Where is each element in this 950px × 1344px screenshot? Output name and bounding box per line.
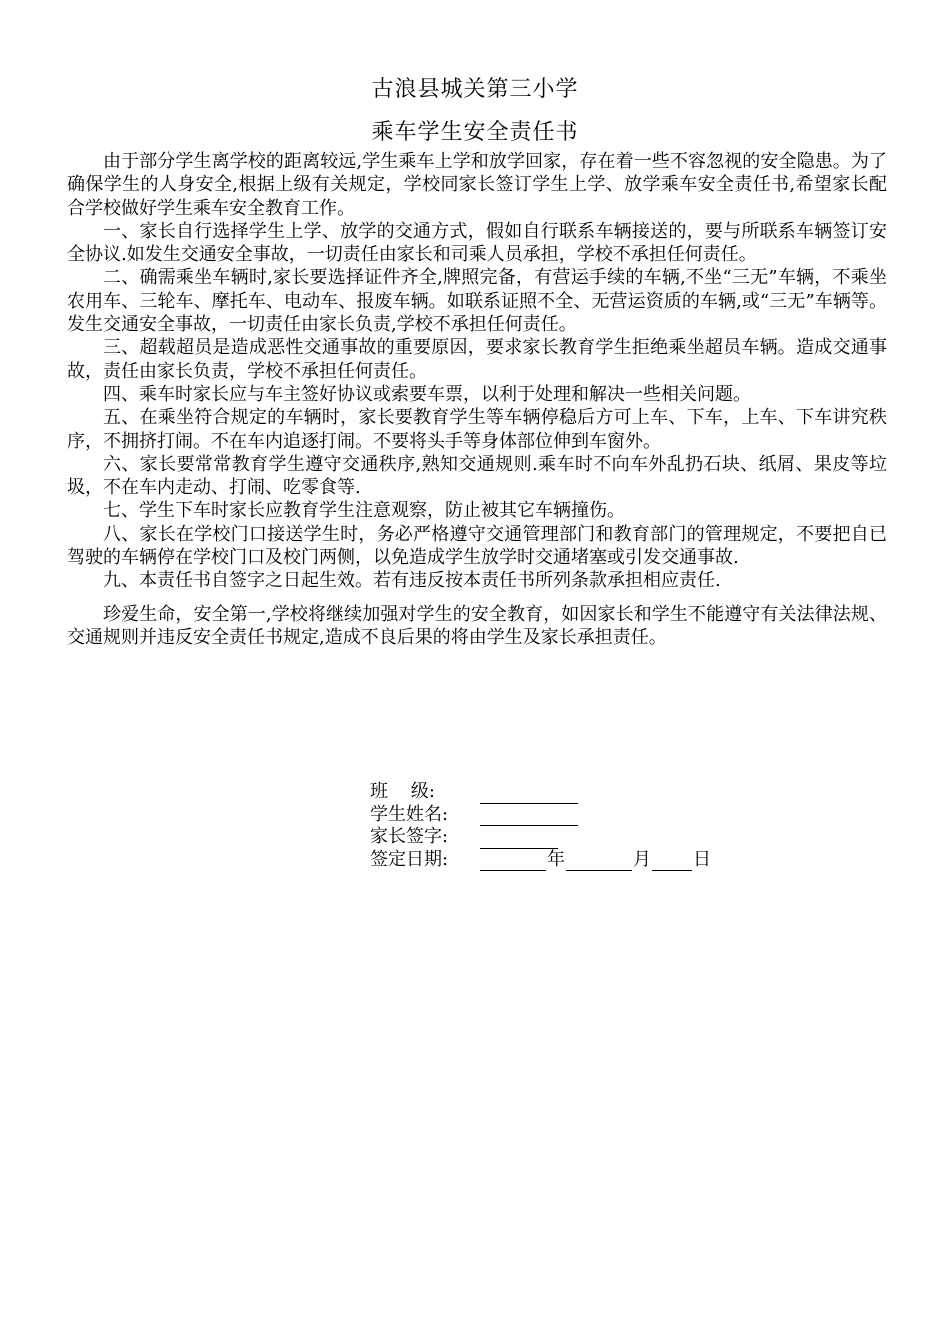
year-unit: 年 [547, 848, 565, 870]
class-row [370, 781, 790, 804]
document-body [67, 150, 887, 649]
student-name-field[interactable] [480, 808, 578, 826]
clause-2: 二、确需乘坐车辆时,家长要选择证件齐全,牌照完备，有营运手续的车辆,不坐“三无”车辆，不乘坐农用车、三轮车、摩托车、电动车、报废车辆。如联系证照不全、无营运资质的车辆,或“三无”车辆等。发生交通安全事故，一切责任由家长负责,学校不承担任何责任。 [67, 267, 887, 336]
parent-signature-label: 家长签字: [370, 826, 449, 847]
day-unit: 日 [693, 848, 711, 870]
clause-9: 九、本责任书自签字之日起生效。若有违反按本责任书所列条款承担相应责任. [103, 570, 721, 592]
month-unit: 月 [633, 848, 651, 870]
month-field[interactable] [566, 853, 632, 871]
year-field[interactable] [480, 853, 546, 871]
day-field[interactable] [652, 853, 692, 871]
closing-paragraph: 珍爱生命，安全第一,学校将继续加强对学生的安全教育，如因家长和学生不能遵守有关法律法规、交通规则并违反安全责任书规定,造成不良后果的将由学生及家长承担责任。 [67, 603, 887, 648]
clause-5: 五、在乘坐符合规定的车辆时，家长要教育学生等车辆停稳后方可上车、下车，上车、下车讲究秩序，不拥挤打闹。不在车内追逐打闹。不要将头手等身体部位伸到车窗外。 [67, 407, 887, 452]
document-title: 乘车学生安全责任书 [371, 120, 579, 145]
student-name-label: 学生姓名: [370, 803, 449, 825]
signature-block [370, 781, 790, 871]
student-name-row [370, 804, 790, 827]
date-row [370, 849, 790, 872]
parent-signature-row [370, 826, 790, 849]
clause-8: 八、家长在学校门口接送学生时，务必严格遵守交通管理部门和教育部门的管理规定，不要把自已驾驶的车辆停在学校门口及校门两侧，以免造成学生放学时交通堵塞或引发交通事故. [67, 523, 887, 569]
date-label: 签定日期: [370, 848, 449, 870]
clause-7: 七、学生下车时家长应教育学生注意观察，防止被其它车辆撞伤。 [103, 500, 625, 522]
clause-6: 六、家长要常常教育学生遵守交通秩序,熟知交通规则.乘车时不向车外乱扔石块、纸屑、果皮等垃圾，不在车内走动、打闹、吃零食等. [67, 453, 887, 499]
class-field[interactable] [480, 786, 578, 804]
parent-signature-field[interactable] [480, 831, 558, 849]
class-label: 班 级: [370, 781, 435, 802]
intro-paragraph: 由于部分学生离学校的距离较远,学生乘车上学和放学回家，存在着一些不容忽视的安全隐患。为了确保学生的人身安全,根据上级有关规定，学校同家长签订学生上学、放学乘车安全责任书,希望家长配合学校做好学生乘车安全教育工作。 [67, 151, 887, 219]
clause-4: 四、乘车时家长应与车主签好协议或索要车票，以利于处理和解决一些相关问题。 [103, 383, 751, 405]
clause-3: 三、超载超员是造成恶性交通事故的重要原因，要求家长教育学生拒绝乘坐超员车辆。造成交通事故，责任由家长负责，学校不承担任何责任。 [67, 337, 887, 382]
clause-1: 一、家长自行选择学生上学、放学的交通方式，假如自行联系车辆接送的，要与所联系车辆签订安全协议.如发生交通安全事故，一切责任由家长和司乘人员承担，学校不承担任何责任。 [67, 220, 887, 266]
school-name: 古浪县城关第三小学 [371, 77, 579, 102]
